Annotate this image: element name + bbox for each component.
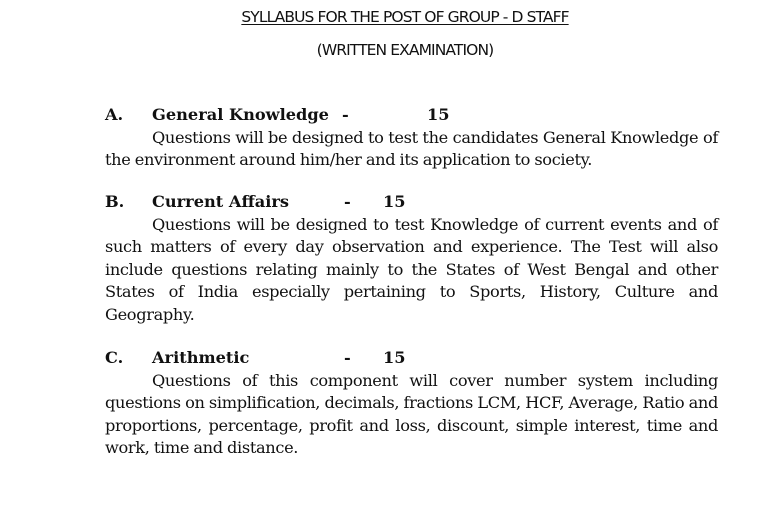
section-letter: C.	[105, 348, 124, 367]
document-subtitle: (WRITTEN EXAMINATION)	[316, 41, 494, 59]
section-current-affairs	[105, 191, 718, 327]
section-name: Current Affairs	[152, 192, 290, 211]
section-heading	[105, 191, 718, 214]
section-heading	[105, 104, 718, 127]
section-description: Questions will be designed to test the candidates General Knowledge of the environment around him/her and its application to society.	[105, 127, 718, 170]
section-marks: 15	[427, 105, 450, 124]
section-name: Arithmetic	[152, 348, 250, 367]
section-marks: 15	[383, 348, 406, 367]
section-arithmetic	[105, 347, 718, 460]
section-dash: -	[342, 105, 349, 124]
document-title: SYLLABUS FOR THE POST OF GROUP - D STAFF	[241, 8, 569, 26]
section-description: Questions of this component will cover number system including questions on simplification, decimals, fractions LCM, HCF, Average, Ratio and proportions, percentage, profit and loss, discount, simple interest, time and work, time and distance.	[105, 370, 718, 458]
section-dash: -	[344, 348, 351, 367]
section-letter: B.	[105, 192, 125, 211]
section-heading	[105, 347, 718, 370]
section-letter: A.	[105, 105, 124, 124]
section-marks: 15	[383, 192, 406, 211]
section-name: General Knowledge	[152, 105, 329, 124]
section-general-knowledge	[105, 104, 718, 172]
section-description: Questions will be designed to test Knowledge of current events and of such matters of every day observation and experience. The Test will also include questions relating mainly to the States of West Bengal and other States of India especially pertaining to Sports, History, Culture and Geography.	[105, 214, 718, 324]
section-dash: -	[344, 192, 351, 211]
